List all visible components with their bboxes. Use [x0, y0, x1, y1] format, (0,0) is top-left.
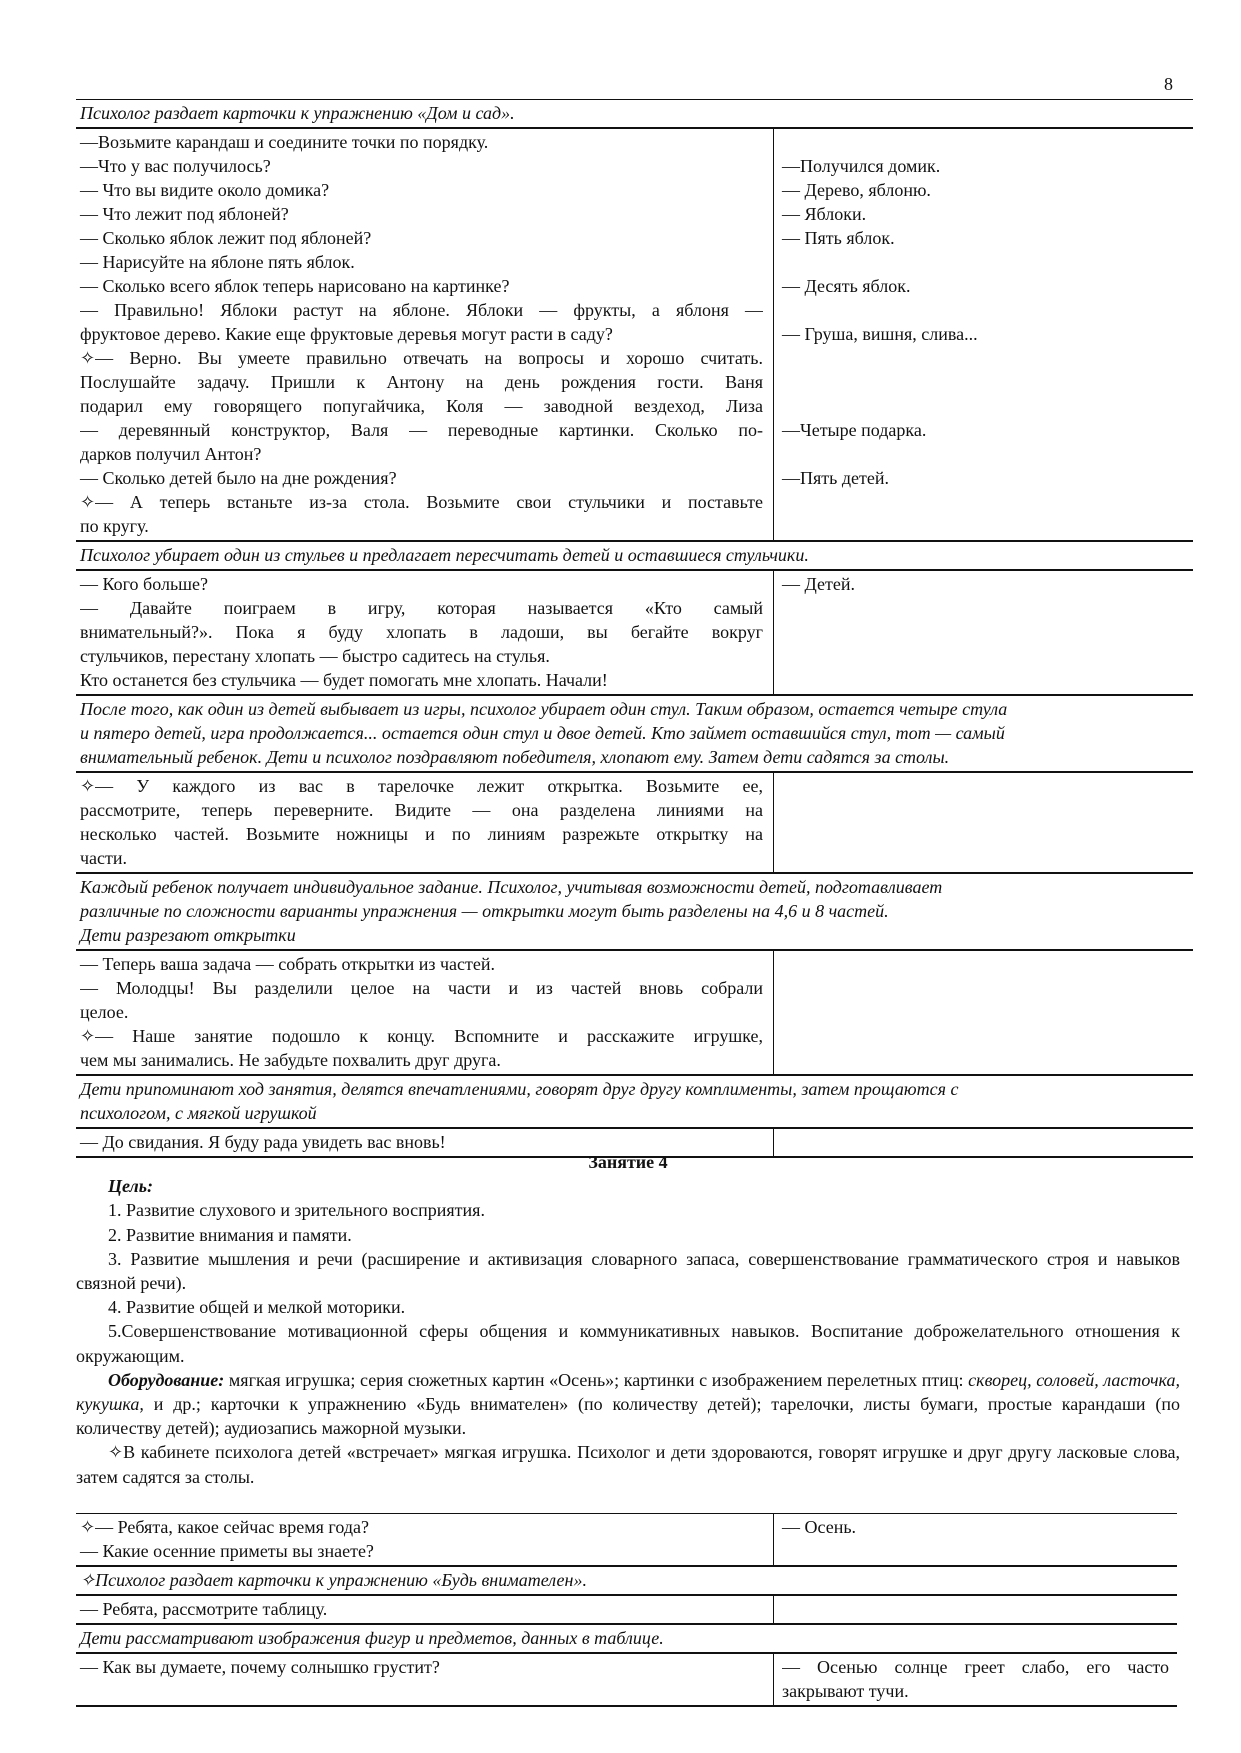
- lesson-section: [76, 1150, 1180, 1489]
- response-line: [782, 644, 1185, 668]
- response-line: [782, 442, 1185, 466]
- note-line: Дети разрезают открытки: [80, 925, 296, 945]
- instruction-note: [76, 1567, 1177, 1596]
- response-line: [782, 394, 1185, 418]
- note-line: психологом, с мягкой игрушкой: [80, 1103, 317, 1123]
- instruction-note: [76, 1625, 1177, 1654]
- psychologist-speech: [76, 1596, 774, 1623]
- speech-line: — Теперь ваша задача — собрать открытки из частей.: [80, 954, 496, 974]
- speech-line: Послушайте задачу. Пришли к Антону на день рождения гости. Ваня: [80, 372, 763, 392]
- speech-line: части.: [80, 848, 128, 868]
- speech-line: ✧— Наше занятие подошло к концу. Вспомните и расскажите игрушке,: [80, 1026, 763, 1046]
- speech-line: — Как вы думаете, почему солнышко грустит?: [80, 1657, 440, 1677]
- speech-line: — деревянный конструктор, Валя — переводные картинки. Сколько по-: [80, 420, 763, 440]
- speech-line: чем мы занимались. Не забудьте похвалить друг друга.: [80, 1050, 501, 1070]
- dialog-row: [76, 129, 1193, 542]
- note-line: После того, как один из детей выбывает из игры, психолог убирает один стул. Таким образом, остается четыре стула: [80, 699, 1008, 719]
- response-line: —Четыре подарка.: [782, 420, 927, 440]
- speech-line: — Нарисуйте на яблоне пять яблок.: [80, 252, 355, 272]
- goal-item: 4. Развитие общей и мелкой моторики.: [108, 1297, 406, 1318]
- response-line: [782, 668, 1185, 692]
- speech-line: внимательный?». Пока я буду хлопать в ладоши, вы бегайте вокруг: [80, 622, 763, 642]
- dialog-row: [76, 571, 1193, 696]
- instruction-note: [76, 100, 1193, 129]
- speech-line: — До свидания. Я буду рада увидеть вас вновь!: [80, 1132, 446, 1152]
- speech-line: Кто останется без стульчика — будет помогать мне хлопать. Начали!: [80, 670, 608, 690]
- speech-line: — Что вы видите около домика?: [80, 180, 330, 200]
- note-line: Дети рассматривают изображения фигур и предметов, данных в таблице.: [80, 1628, 664, 1648]
- children-response: [774, 571, 1193, 694]
- response-line: [782, 1048, 1185, 1072]
- speech-line: — Молодцы! Вы разделили целое на части и из частей вновь собрали: [80, 978, 763, 998]
- children-response: [774, 951, 1193, 1074]
- lesson-table-lower: [76, 1513, 1177, 1707]
- speech-line: — Что лежит под яблоней?: [80, 204, 289, 224]
- goal-item: 3. Развитие мышления и речи (расширение и активизация словарного запаса, совершенствование грамматического строя и навыков связной речи).: [76, 1248, 1180, 1294]
- note-line: Психолог раздает карточки к упражнению «Дом и сад».: [80, 103, 515, 123]
- psychologist-speech: [76, 1654, 774, 1705]
- children-response: [774, 1596, 1177, 1623]
- response-line: — Пять яблок.: [782, 228, 895, 248]
- note-line: внимательный ребенок. Дети и психолог поздравляют победителя, хлопают ему. Затем дети садятся за столы.: [80, 747, 950, 767]
- response-line: [782, 1597, 1169, 1621]
- response-line: [782, 596, 1185, 620]
- response-line: — Осень.: [782, 1517, 857, 1537]
- response-line: —Получился домик.: [782, 156, 941, 176]
- response-line: [782, 798, 1185, 822]
- response-line: [782, 620, 1185, 644]
- response-line: [782, 1539, 1169, 1563]
- speech-line: рассмотрите, теперь переверните. Видите — она разделена линиями на: [80, 800, 763, 820]
- psychologist-speech: [76, 773, 774, 872]
- equipment-text: и др.; карточки к упражнению «Будь внимателен» (по количеству детей); тарелочки, листы бумаги, простые карандаши (по количеству детей); аудиозапись мажорной музыки.: [76, 1394, 1180, 1439]
- response-line: [782, 846, 1185, 870]
- response-line: [782, 514, 1185, 538]
- response-line: [782, 822, 1185, 846]
- intro-paragraph: ✧В кабинете психолога детей «встречает» мягкая игрушка. Психолог и дети здороваются, говорят игрушке и друг другу ласковые слова, затем садятся за столы.: [76, 1442, 1180, 1487]
- response-line: [782, 952, 1185, 976]
- response-line: — Десять яблок.: [782, 276, 911, 296]
- speech-line: — Сколько всего яблок теперь нарисовано на картинке?: [80, 276, 510, 296]
- response-line: [782, 298, 1185, 322]
- dialog-row: [76, 1596, 1177, 1625]
- speech-line: ✧— У каждого из вас в тарелочке лежит открытка. Возьмите ее,: [80, 776, 763, 796]
- instruction-note: [76, 874, 1193, 951]
- goal-item: 5.Совершенствование мотивационной сферы общения и коммуникативных навыков. Воспитание доброжелательного отношения к окружающим.: [76, 1321, 1180, 1366]
- instruction-note: [76, 1076, 1193, 1129]
- note-line: ✧Психолог раздает карточки к упражнению «Будь внимателен».: [80, 1570, 587, 1590]
- goal-item: 1. Развитие слухового и зрительного восприятия.: [108, 1200, 485, 1221]
- speech-line: — Сколько яблок лежит под яблоней?: [80, 228, 372, 248]
- equipment-birds: скворец, соловей, ласточка, кукушка,: [76, 1369, 1180, 1415]
- lesson-table-top: [76, 99, 1193, 1158]
- dialog-row: [76, 1654, 1177, 1707]
- response-line: — Детей.: [782, 574, 855, 594]
- response-line: — Яблоки.: [782, 204, 867, 224]
- children-response: [774, 1514, 1177, 1565]
- dialog-row: [76, 951, 1193, 1076]
- psychologist-speech: [76, 571, 774, 694]
- dialog-row: [76, 1514, 1177, 1567]
- psychologist-speech: [76, 1514, 774, 1565]
- goal-item: 2. Развитие внимания и памяти.: [108, 1224, 352, 1245]
- equipment-label: Оборудование:: [108, 1369, 225, 1390]
- speech-line: целое.: [80, 1002, 129, 1022]
- speech-line: несколько частей. Возьмите ножницы и по линиям разрежьте открытку на: [80, 824, 763, 844]
- speech-line: —Что у вас получилось?: [80, 156, 271, 176]
- response-line: [782, 490, 1185, 514]
- speech-line: — Давайте поиграем в игру, которая называется «Кто самый: [80, 598, 763, 618]
- instruction-note: [76, 542, 1193, 571]
- response-line: [782, 130, 1185, 154]
- speech-line: ✧— Ребята, какое сейчас время года?: [80, 1517, 369, 1537]
- response-line: —Пять детей.: [782, 468, 889, 488]
- speech-line: стульчиков, перестану хлопать — быстро садитесь на стулья.: [80, 646, 550, 666]
- speech-line: — Ребята, рассмотрите таблицу.: [80, 1599, 328, 1619]
- note-line: Дети припоминают ход занятия, делятся впечатлениями, говорят друг другу комплименты, затем прощаются с: [80, 1079, 959, 1099]
- response-line: [782, 250, 1185, 274]
- speech-line: дарков получил Антон?: [80, 444, 262, 464]
- note-line: Психолог убирает один из стульев и предлагает пересчитать детей и оставшиеся стульчики.: [80, 545, 809, 565]
- instruction-note: [76, 696, 1193, 773]
- speech-line: — Кого больше?: [80, 574, 208, 594]
- speech-line: — Какие осенние приметы вы знаете?: [80, 1541, 374, 1561]
- response-line: [782, 1024, 1185, 1048]
- speech-line: фруктовое дерево. Какие еще фруктовые деревья могут расти в саду?: [80, 324, 613, 344]
- page-number: 8: [1164, 74, 1173, 94]
- equipment-text: мягкая игрушка; серия сюжетных картин «Осень»; картинки с изображением перелетных птиц:: [224, 1369, 969, 1390]
- speech-line: —Возьмите карандаш и соедините точки по порядку.: [80, 132, 489, 152]
- note-line: различные по сложности варианты упражнения — открытки могут быть разделены на 4,6 и 8 частей.: [80, 901, 889, 921]
- response-line: — Груша, вишня, слива...: [782, 324, 978, 344]
- response-line: [782, 976, 1185, 1000]
- response-line: — Дерево, яблоню.: [782, 180, 931, 200]
- children-response: [774, 129, 1193, 540]
- psychologist-speech: [76, 951, 774, 1074]
- speech-line: по кругу.: [80, 516, 149, 536]
- response-line: [782, 774, 1185, 798]
- response-line: [782, 1000, 1185, 1024]
- speech-line: подарил ему говорящего попугайчика, Коля — заводной вездеход, Лиза: [80, 396, 763, 416]
- note-line: и пятеро детей, игра продолжается... остается один стул и двое детей. Кто займет оставшийся стул, тот — самый: [80, 723, 1005, 743]
- goal-label: Цель:: [108, 1176, 153, 1197]
- response-line: закрывают тучи.: [782, 1681, 909, 1701]
- dialog-row: [76, 773, 1193, 874]
- lesson-title: Занятие 4: [588, 1152, 668, 1172]
- children-response: [774, 1654, 1177, 1705]
- response-line: [782, 370, 1185, 394]
- response-line: [782, 346, 1185, 370]
- children-response: [774, 773, 1193, 872]
- note-line: Каждый ребенок получает индивидуальное задание. Психолог, учитывая возможности детей, подготавливает: [80, 877, 943, 897]
- speech-line: ✧— А теперь встаньте из-за стола. Возьмите свои стульчики и поставьте: [80, 492, 763, 512]
- speech-line: — Правильно! Яблоки растут на яблоне. Яблоки — фрукты, а яблоня —: [80, 300, 763, 320]
- equipment-paragraph: [76, 1368, 1180, 1441]
- speech-line: — Сколько детей было на дне рождения?: [80, 468, 397, 488]
- response-line: — Осенью солнце греет слабо, его часто: [782, 1657, 1169, 1677]
- psychologist-speech: [76, 129, 774, 540]
- speech-line: ✧— Верно. Вы умеете правильно отвечать на вопросы и хорошо считать.: [80, 348, 763, 368]
